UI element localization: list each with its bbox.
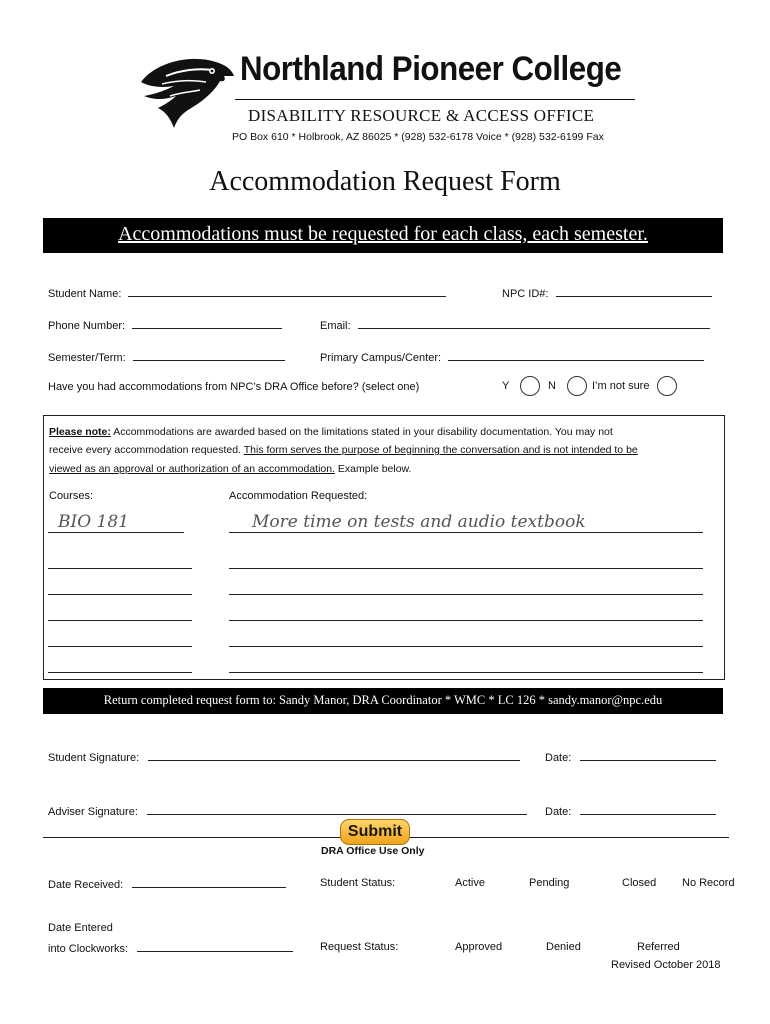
npc-id-field[interactable] [502, 286, 712, 300]
student-name-label: Student Name: [48, 288, 122, 300]
npc-id-line[interactable] [556, 286, 712, 297]
request-referred[interactable]: Referred [637, 941, 680, 953]
office-use-heading: DRA Office Use Only [321, 845, 425, 857]
student-signature-field[interactable] [48, 750, 520, 764]
course-line-2[interactable] [48, 558, 192, 569]
page-title: Accommodation Request Form [209, 166, 561, 197]
adviser-date-field[interactable] [545, 804, 716, 818]
option-unsure[interactable] [592, 376, 677, 396]
return-instructions-text: Return completed request form to: Sandy Manor, DRA Coordinator * WMC * LC 126 * sandy.manor@npc.edu [103, 693, 663, 707]
semester-banner [43, 218, 723, 253]
date-received-field[interactable] [48, 877, 286, 891]
status-active[interactable]: Active [455, 877, 485, 889]
student-date-line[interactable] [580, 750, 716, 761]
phone-field[interactable] [48, 318, 282, 332]
adviser-date-label: Date: [545, 806, 572, 818]
college-name: Northland Pioneer College [240, 50, 622, 88]
header-rule [235, 99, 635, 100]
note-text-1: Accommodations are awarded based on the limitations stated in your disability documentation. You may not [110, 426, 613, 438]
request-denied[interactable]: Denied [546, 941, 581, 953]
student-name-line[interactable] [128, 286, 446, 297]
banner-text: Accommodations must be requested for each class, each semester. [118, 223, 648, 245]
adviser-date-line[interactable] [580, 804, 716, 815]
phone-line[interactable] [132, 318, 282, 329]
npc-id-label: NPC ID#: [502, 288, 549, 300]
student-signature-line[interactable] [148, 750, 520, 761]
status-pending[interactable]: Pending [529, 877, 570, 889]
note-line-1 [49, 426, 613, 438]
course-line-3[interactable] [48, 584, 192, 595]
campus-field[interactable] [320, 350, 704, 364]
course-line-4[interactable] [48, 610, 192, 621]
adviser-signature-field[interactable] [48, 804, 527, 818]
email-label: Email: [320, 320, 351, 332]
accommodation-line-4[interactable] [229, 610, 703, 621]
campus-line[interactable] [448, 350, 704, 361]
example-course: BIO 181 [58, 512, 129, 532]
status-closed[interactable]: Closed [622, 877, 657, 889]
phone-label: Phone Number: [48, 320, 126, 332]
course-line-5[interactable] [48, 636, 192, 647]
return-instructions-bar [43, 688, 723, 714]
note-text-3b: Example below. [335, 463, 412, 475]
option-unsure-label: I’m not sure [592, 380, 650, 392]
option-n-radio[interactable] [567, 376, 587, 396]
date-entered-label-2: into Clockworks: [48, 943, 129, 955]
course-line-6[interactable] [48, 662, 192, 673]
option-y-label: Y [502, 380, 510, 392]
date-received-line[interactable] [132, 877, 286, 888]
option-unsure-radio[interactable] [657, 376, 677, 396]
email-field[interactable] [320, 318, 710, 332]
note-label: Please note: [49, 426, 111, 438]
office-name: DISABILITY RESOURCE & ACCESS OFFICE [248, 106, 595, 125]
semester-line[interactable] [133, 350, 285, 361]
eagle-head-logo-icon [136, 52, 236, 130]
option-y[interactable] [502, 376, 540, 396]
submit-button[interactable]: Submit [340, 819, 410, 845]
date-entered-field[interactable] [48, 941, 293, 955]
request-approved[interactable]: Approved [455, 941, 503, 953]
student-signature-label: Student Signature: [48, 752, 140, 764]
note-text-2b: This form serves the purpose of beginning the conversation and is not intended to be [243, 444, 638, 456]
option-n[interactable] [548, 376, 587, 396]
date-received-label: Date Received: [48, 879, 124, 891]
semester-field[interactable] [48, 350, 285, 364]
revised-date: Revised October 2018 [611, 959, 721, 971]
campus-label: Primary Campus/Center: [320, 352, 442, 364]
request-status-label: Request Status: [320, 941, 399, 953]
example-accommodation: More time on tests and audio textbook [252, 512, 586, 532]
date-entered-label-1: Date Entered [48, 922, 113, 934]
status-no-record[interactable]: No Record [682, 877, 735, 889]
email-line[interactable] [358, 318, 710, 329]
accommodation-line-2[interactable] [229, 558, 703, 569]
note-text-3a: viewed as an approval or authorization of an accommodation. [49, 463, 336, 475]
adviser-signature-label: Adviser Signature: [48, 806, 138, 818]
student-name-field[interactable] [48, 286, 446, 300]
option-y-radio[interactable] [520, 376, 540, 396]
note-line-2 [49, 444, 638, 456]
accommodation-line-6[interactable] [229, 662, 703, 673]
note-line-3 [49, 463, 411, 475]
accommodation-line-5[interactable] [229, 636, 703, 647]
courses-label: Courses: [49, 490, 94, 502]
student-status-label: Student Status: [320, 877, 396, 889]
student-date-label: Date: [545, 752, 572, 764]
semester-label: Semester/Term: [48, 352, 126, 364]
accommodation-line-3[interactable] [229, 584, 703, 595]
note-text-2a: receive every accommodation requested. [49, 444, 244, 456]
option-n-label: N [548, 380, 556, 392]
date-entered-line[interactable] [137, 941, 293, 952]
prior-accommodation-question: Have you had accommodations from NPC’s DRA Office before? (select one) [48, 381, 420, 393]
accommodation-label: Accommodation Requested: [229, 490, 368, 502]
student-date-field[interactable] [545, 750, 716, 764]
contact-info: PO Box 610 * Holbrook, AZ 86025 * (928) 532-6178 Voice * (928) 532-6199 Fax [232, 131, 604, 143]
adviser-signature-line[interactable] [147, 804, 527, 815]
